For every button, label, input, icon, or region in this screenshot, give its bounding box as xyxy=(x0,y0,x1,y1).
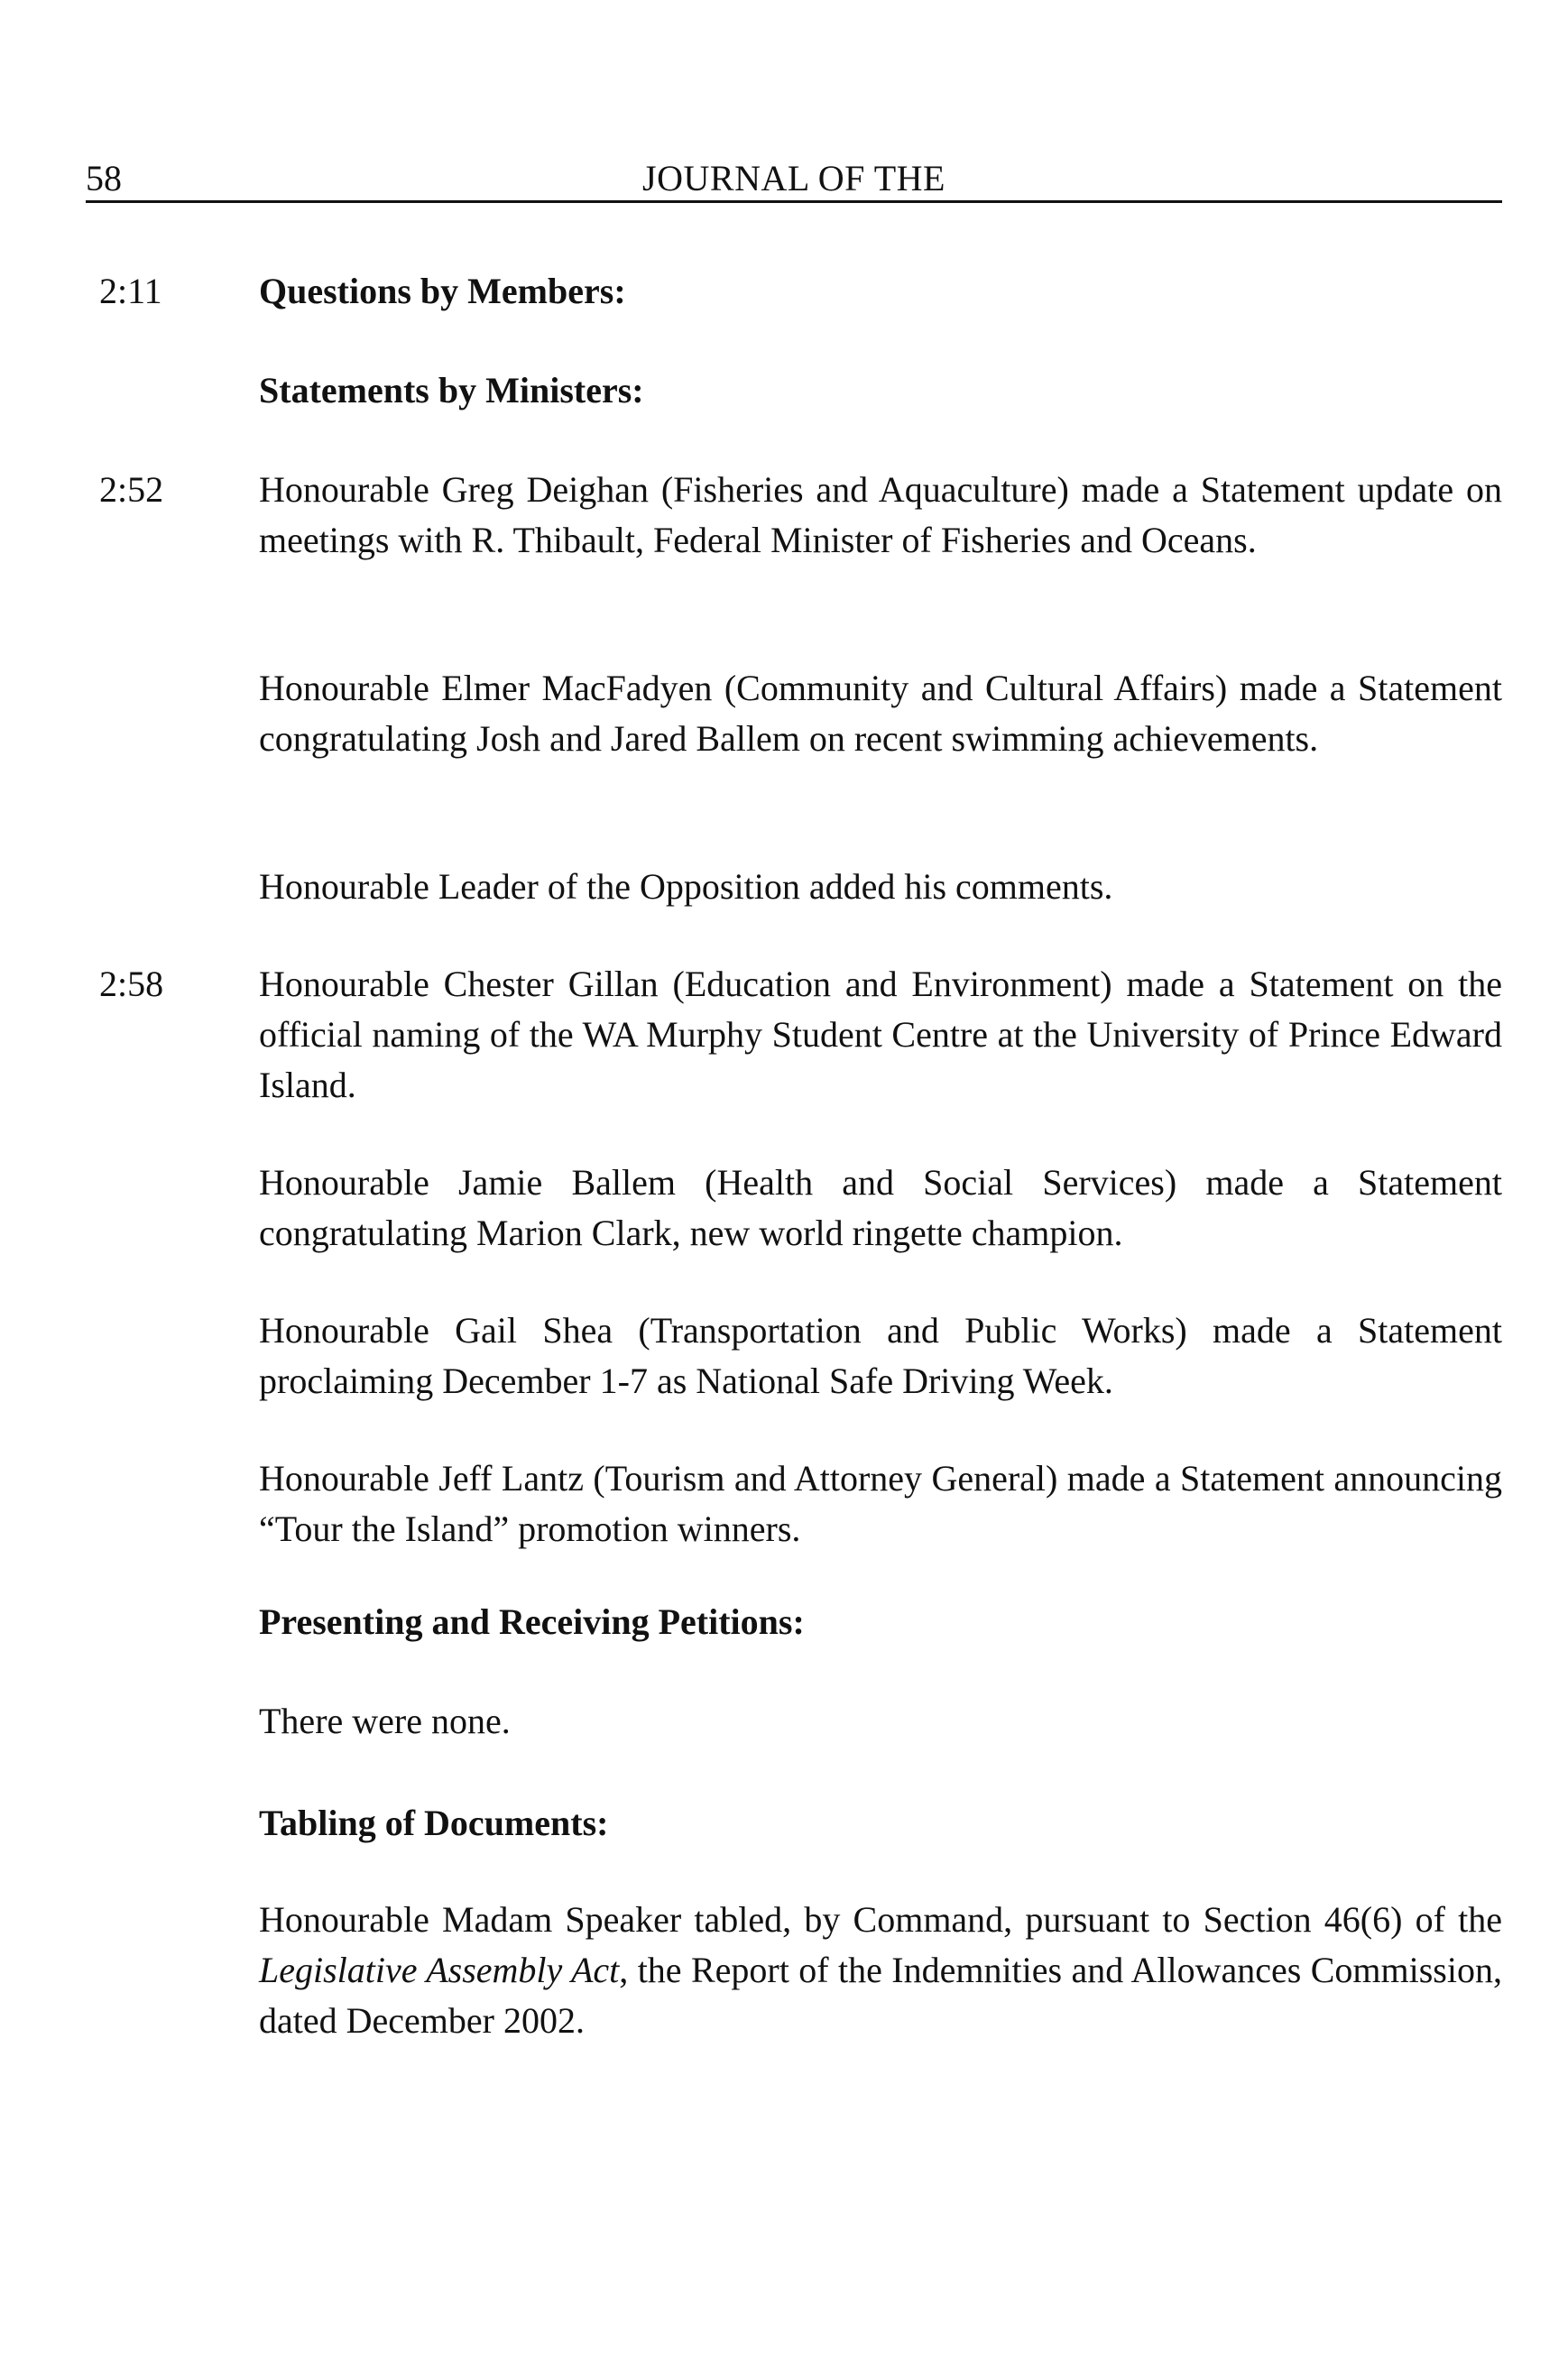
statement-paragraph: Honourable Jamie Ballem (Health and Social Services) made a Statement congratulating Marion Clark, new world ringette champion. xyxy=(259,1162,1502,1253)
act-title: Legislative Assembly Act xyxy=(259,1950,620,1990)
running-title: JOURNAL OF THE xyxy=(642,158,945,198)
tabling-paragraph xyxy=(259,1895,1502,2046)
time-stamp: 2:58 xyxy=(99,964,164,1004)
time-stamp: 2:11 xyxy=(99,271,162,311)
header-rule xyxy=(86,200,1502,203)
tabling-text-after: , the Report of the Indemnities and Allowances Commission, dated December 2002. xyxy=(259,1950,1502,2041)
tabling-text-before: Honourable Madam Speaker tabled, by Command, pursuant to Section 46(6) of the xyxy=(259,1899,1502,1940)
statement-paragraph: Honourable Leader of the Opposition added his comments. xyxy=(259,866,1113,907)
statement-paragraph: Honourable Greg Deighan (Fisheries and Aquaculture) made a Statement update on meetings with R. Thibault, Federal Minister of Fisheries and Oceans. xyxy=(259,469,1502,560)
statement-paragraph: Honourable Jeff Lantz (Tourism and Attorney General) made a Statement announcing “Tour the Island” promotion winners. xyxy=(259,1458,1502,1549)
statement-paragraph: There were none. xyxy=(259,1701,511,1741)
statement-paragraph: Honourable Gail Shea (Transportation and Public Works) made a Statement proclaiming December 1-7 as National Safe Driving Week. xyxy=(259,1310,1502,1401)
section-heading: Statements by Ministers: xyxy=(259,370,644,411)
page-number: 58 xyxy=(86,158,122,198)
section-heading: Presenting and Receiving Petitions: xyxy=(259,1601,805,1642)
statement-paragraph: Honourable Chester Gillan (Education and Environment) made a Statement on the official naming of the WA Murphy Student Centre at the University of Prince Edward Island. xyxy=(259,964,1502,1105)
section-heading: Questions by Members: xyxy=(259,271,626,311)
time-stamp: 2:52 xyxy=(99,469,164,510)
statement-paragraph: Honourable Elmer MacFadyen (Community and Cultural Affairs) made a Statement congratulating Josh and Jared Ballem on recent swimming achievements. xyxy=(259,668,1502,759)
section-heading: Tabling of Documents: xyxy=(259,1803,609,1843)
page-header xyxy=(86,153,1502,204)
